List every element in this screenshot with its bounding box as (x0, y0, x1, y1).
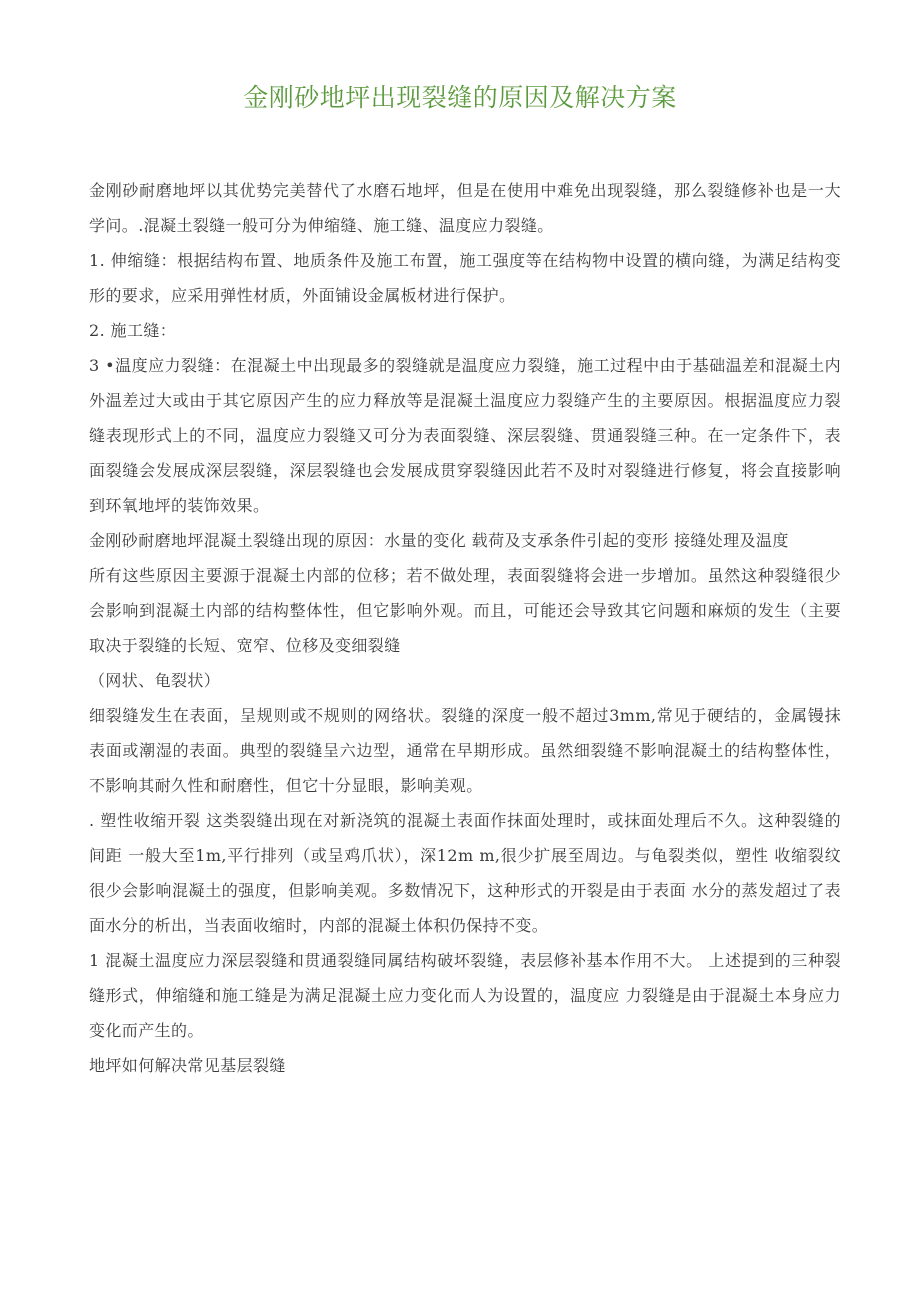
paragraph-crack-causes: 金刚砂耐磨地坪混凝土裂缝出现的原因：水量的变化 载荷及支承条件引起的变形 接缝处理及温度 (89, 531, 789, 550)
paragraph-structural-cracks: 1 混凝土温度应力深层裂缝和贯通裂缝同属结构破坏裂缝，表层修补基本作用不大。 上述提到的三种裂缝形式，伸缩缝和施工缝是为满足混凝土应力变化而人为设置的，温度应 力裂缝是由于混凝土本身应力变化而产生的。 (89, 951, 841, 1040)
paragraph-plastic-shrinkage: . 塑性收缩开裂 这类裂缝出现在对新浇筑的混凝土表面作抹面处理时，或抹面处理后不久。这种裂缝的间距 一般大至1m,平行排列（或呈鸡爪状），深12m m,很少扩展至周边。与龟裂类似，塑性 收缩裂纹很少会影响混凝土的强度，但影响美观。多数情况下，这种形式的开裂是由于表面 水分的蒸发超过了表面水分的析出，当表面收缩时，内部的混凝土体积仍保持不变。 (89, 811, 841, 935)
paragraph-construction-joint: 2. 施工缝： (89, 321, 177, 340)
paragraph-displacement: 所有这些原因主要源于混凝土内部的位移；若不做处理，表面裂缝将会进一步增加。虽然这种裂缝很少会影响到混凝土内部的结构整体性，但它影响外观。而且，可能还会导致其它问题和麻烦的发生（主要取决于裂缝的长短、宽窄、位移及变细裂缝 (89, 566, 841, 655)
paragraph-intro: 金刚砂耐磨地坪以其优势完美替代了水磨石地坪，但是在使用中难免出现裂缝，那么裂缝修补也是一大学问。.混凝土裂缝一般可分为伸缩缝、施工缝、温度应力裂缝。 (89, 181, 841, 235)
paragraph-temperature-crack: 3 •温度应力裂缝：在混凝土中出现最多的裂缝就是温度应力裂缝，施工过程中由于基础温差和混凝土内外温差过大或由于其它原因产生的应力释放等是混凝土温度应力裂缝产生的主要原因。根据温度应力裂缝表现形式上的不同，温度应力裂缝又可分为表面裂缝、深层裂缝、贯通裂缝三种。在一定条件下，表面裂缝会发展成深层裂缝，深层裂缝也会发展成贯穿裂缝因此若不及时对裂缝进行修复，将会直接影响到环氧地坪的装饰效果。 (89, 356, 841, 515)
paragraph-mesh-crack: （网状、龟裂状） (89, 671, 221, 690)
document-title: 金刚砂地坪出现裂缝的原因及解决方案 (243, 83, 677, 112)
paragraph-fine-cracks: 细裂缝发生在表面，呈规则或不规则的网络状。裂缝的深度一般不超过3mm,常见于硬结的，金属镘抹表面或潮湿的表面。典型的裂缝呈六边型，通常在早期形成。虽然细裂缝不影响混凝土的结构整体性，不影响其耐久性和耐磨性，但它十分显眼，影响美观。 (89, 706, 841, 795)
paragraph-expansion-joint: 1. 伸缩缝：根据结构布置、地质条件及施工布置，施工强度等在结构物中设置的横向缝，为满足结构变形的要求，应采用弹性材质，外面铺设金属板材进行保护。 (89, 251, 841, 305)
document-body (89, 173, 841, 1083)
paragraph-solution-heading: 地坪如何解决常见基层裂缝 (89, 1056, 286, 1075)
